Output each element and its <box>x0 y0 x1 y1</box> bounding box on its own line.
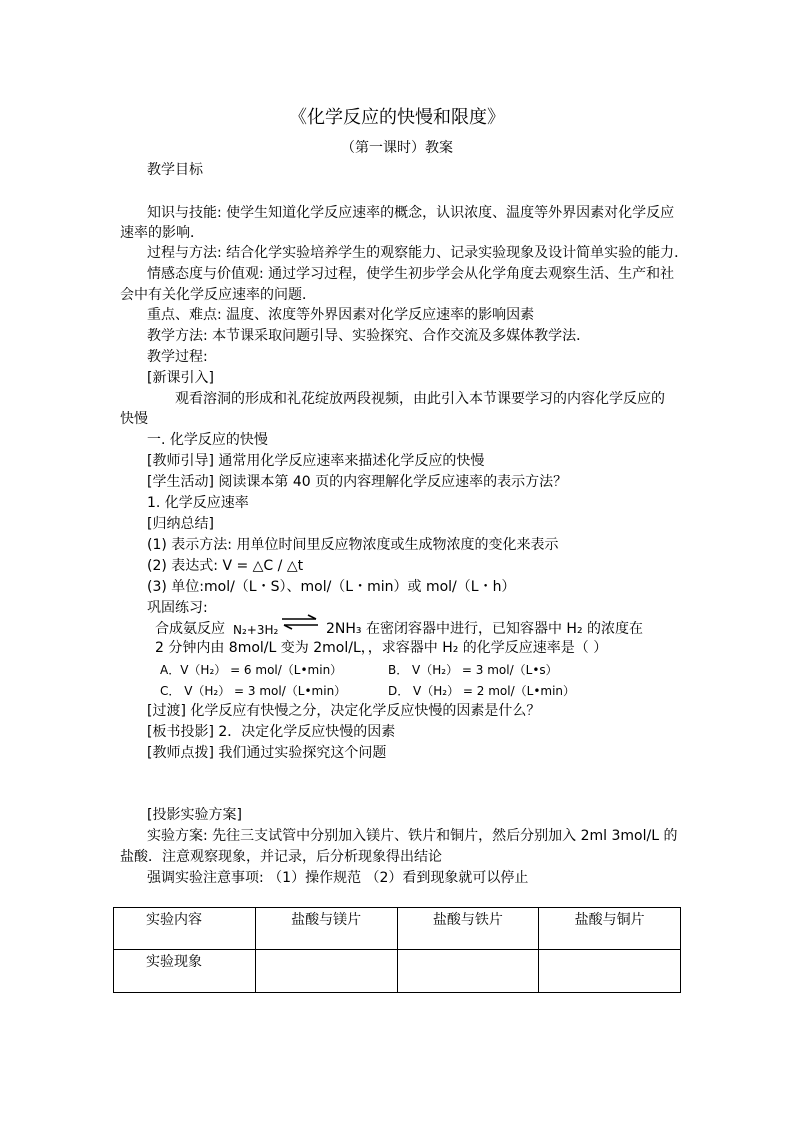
item-1: 1. 化学反应速率 <box>147 495 249 511</box>
summary-tag: [归纳总结] <box>147 516 214 532</box>
option-d: D． V（H₂） = 2 mol/（L•min） <box>388 684 576 698</box>
option-a: A．V（H₂） = 6 mol/（L•min） <box>160 663 343 677</box>
plan-line-1: 实验方案: 先往三支试管中分别加入镁片、铁片和铜片，然后分别加入 2ml 3mol/L 的 <box>147 828 678 844</box>
practice-heading: 巩固练习: <box>147 600 208 616</box>
projection-tag: [投影实验方案] <box>147 807 242 823</box>
table-cell-empty <box>255 950 397 993</box>
attitude-line-2: 会中有关化学反应速率的问题． <box>120 287 316 303</box>
teaching-methods: 教学方法: 本节课采取问题引导、实验探究、合作交流及多媒体教学法． <box>147 328 591 344</box>
experiment-notes: 强调实验注意事项: （1）操作规范 （2）看到现象就可以停止 <box>147 870 529 886</box>
section-1-heading: 一. 化学反应的快慢 <box>147 432 268 448</box>
option-c: C． V（H₂） = 3 mol/（L•min） <box>160 684 347 698</box>
teacher-guide: [教师引导] 通常用化学反应速率来描述化学反应的快慢 <box>147 453 485 469</box>
table-cell-empty <box>539 950 681 993</box>
point-1: (1) 表示方法: 用单位时间里反应物浓度或生成物浓度的变化来表示 <box>147 537 559 553</box>
table-cell-empty <box>397 950 539 993</box>
skills-line-2: 速率的影响． <box>120 225 204 241</box>
page-title: 《化学反应的快慢和限度》 <box>289 107 505 128</box>
board-projection: [板书投影] 2．决定化学反应快慢的因素 <box>147 724 396 740</box>
key-points: 重点、难点: 温度、浓度等外界因素对化学反应速率的影响因素 <box>147 307 535 323</box>
objectives-heading: 教学目标 <box>147 162 203 178</box>
intro-line-1: 观看溶洞的形成和礼花绽放两段视频，由此引入本节课要学习的内容化学反应的 <box>175 391 665 407</box>
table-header-cell: 盐酸与镁片 <box>255 908 397 950</box>
table-row <box>114 950 681 993</box>
experiment-table <box>113 907 681 993</box>
point-2: (2) 表达式: V = △C / △t <box>147 558 304 574</box>
plan-line-2: 盐酸．注意观察现象，并记录，后分析现象得出结论 <box>120 849 442 865</box>
student-activity: [学生活动] 阅读课本第 40 页的内容理解化学反应速率的表示方法？ <box>147 474 568 490</box>
table-row-label: 实验现象 <box>114 950 256 993</box>
process-heading: 教学过程: <box>147 349 208 365</box>
table-header-cell: 实验内容 <box>114 908 256 950</box>
equilibrium-arrow-icon <box>280 614 320 630</box>
intro-tag: [新课引入] <box>147 370 214 386</box>
question-line-1: 2NH₃ 在密闭容器中进行，已知容器中 H₂ 的浓度在 <box>326 621 644 637</box>
page-subtitle: （第一课时）教案 <box>341 140 453 156</box>
teacher-hint: [教师点拨] 我们通过实验探究这个问题 <box>147 745 387 761</box>
transition: [过渡] 化学反应有快慢之分，决定化学反应快慢的因素是什么？ <box>147 703 541 719</box>
option-b: B． V（H₂） = 3 mol/（L•s） <box>388 663 558 677</box>
table-header-row <box>114 908 681 950</box>
point-3: (3) 单位:mol/（L・S）、mol/（L・min）或 mol/（L・h） <box>147 579 516 595</box>
table-header-cell: 盐酸与铁片 <box>397 908 539 950</box>
skills-line-1: 知识与技能: 使学生知道化学反应速率的概念，认识浓度、温度等外界因素对化学反应 <box>147 205 675 221</box>
question-lead: 合成氨反应 <box>155 621 225 637</box>
table-header-cell: 盐酸与铜片 <box>539 908 681 950</box>
attitude-line-1: 情感态度与价值观: 通过学习过程，使学生初步学会从化学角度去观察生活、生产和社 <box>147 266 675 282</box>
process-method: 过程与方法: 结合化学实验培养学生的观察能力、记录实验现象及设计简单实验的能力． <box>147 245 689 261</box>
intro-line-2: 快慢 <box>120 411 148 427</box>
question-reactants: N₂+3H₂ <box>233 623 279 637</box>
question-line-2: 2 分钟内由 8mol/L 变为 2mol/L，，求容器中 H₂ 的化学反应速率是（ ） <box>155 640 608 656</box>
